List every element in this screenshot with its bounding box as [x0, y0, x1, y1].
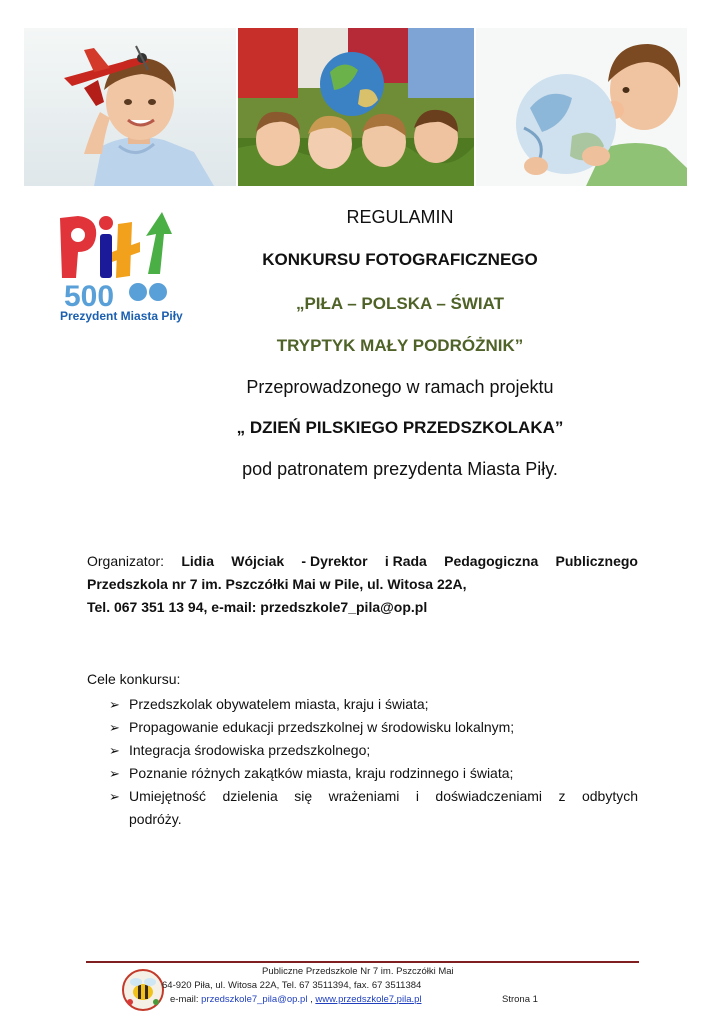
footer-email-label: e-mail: — [170, 994, 199, 1005]
organizer-word: Lidia — [181, 553, 214, 569]
kindergarten-bee-logo — [118, 966, 168, 1012]
organizer-label: Organizator: — [87, 553, 165, 569]
logo-500-text: 500 — [64, 280, 115, 313]
arrow-bullet-icon: ➢ — [109, 720, 120, 735]
goal-text: Umiejętność dzielenia się wrażeniami i doświadczeniami z odbytych — [129, 788, 638, 804]
organizer-word: Pedagogiczna — [444, 553, 539, 569]
organizer-word: Publicznego — [555, 553, 638, 569]
goal-text: Integracja środowiska przedszkolnego; — [129, 742, 371, 758]
goals-section — [87, 668, 638, 831]
list-item — [87, 762, 638, 785]
title-block — [150, 205, 650, 481]
list-item — [87, 693, 638, 716]
footer-school-name: Publiczne Przedszkole Nr 7 im. Pszczółki Mai — [262, 966, 454, 977]
title-pila-polska-swiat: „PIŁA – POLSKA – ŚWIAT — [295, 294, 505, 313]
organizer-line-2: Przedszkola nr 7 im. Pszczółki Mai w Pile, ul. Witosa 22A, — [87, 576, 467, 592]
list-item — [87, 716, 638, 739]
list-item — [87, 739, 638, 762]
arrow-bullet-icon: ➢ — [109, 766, 120, 781]
title-dzien-przedszkolaka: „ DZIEŃ PILSKIEGO PRZEDSZKOLAKA” — [236, 418, 564, 437]
footer-contact — [170, 993, 422, 1007]
goal-text: Propagowanie edukacji przedszkolnej w środowisku lokalnym; — [129, 719, 515, 735]
footer-separator: , — [310, 994, 313, 1005]
arrow-bullet-icon: ➢ — [109, 697, 120, 712]
organizer-word: Wójciak — [231, 553, 285, 569]
goals-list — [87, 693, 638, 831]
goal-text-continued: podróży. — [129, 811, 182, 827]
boy-with-toy-airplane-photo — [24, 28, 236, 186]
title-przeprowadzonego: Przeprowadzonego w ramach projektu — [246, 377, 554, 397]
title-konkurs: KONKURSU FOTOGRAFICZNEGO — [262, 250, 538, 269]
children-lying-with-globe-photo — [238, 28, 474, 186]
organizer-line-1 — [87, 550, 638, 573]
footer-address: 64-920 Piła, ul. Witosa 22A, Tel. 67 3511394, fax. 67 3511384 — [162, 980, 422, 991]
footer-divider — [86, 961, 639, 963]
title-patronat: pod patronatem prezydenta Miasta Piły. — [242, 459, 558, 479]
organizer-line-3: Tel. 067 351 13 94, e-mail: przedszkole7_pila@op.pl — [87, 599, 428, 615]
organizer-word: - Dyrektor — [301, 553, 368, 569]
arrow-bullet-icon: ➢ — [109, 789, 120, 804]
title-regulamin: REGULAMIN — [346, 207, 454, 227]
logo-caption: Prezydent Miasta Piły — [60, 309, 183, 323]
list-item — [87, 785, 638, 831]
footer-website-link[interactable]: www.przedszkole7.pila.pl — [315, 994, 422, 1005]
footer-email-link[interactable]: przedszkole7_pila@op.pl — [201, 994, 308, 1005]
goals-heading: Cele konkursu: — [87, 671, 181, 687]
arrow-bullet-icon: ➢ — [109, 743, 120, 758]
boy-inflating-globe-photo — [476, 28, 687, 186]
header-photo-strip — [24, 28, 687, 186]
goal-text: Przedszkolak obywatelem miasta, kraju i świata; — [129, 696, 429, 712]
organizer-word: i Rada — [384, 553, 427, 569]
organizer-section — [87, 550, 638, 619]
page-number: Strona 1 — [502, 994, 538, 1005]
goal-text: Poznanie różnych zakątków miasta, kraju rodzinnego i świata; — [129, 765, 514, 781]
title-tryptyk: TRYPTYK MAŁY PODRÓŻNIK” — [276, 336, 524, 355]
